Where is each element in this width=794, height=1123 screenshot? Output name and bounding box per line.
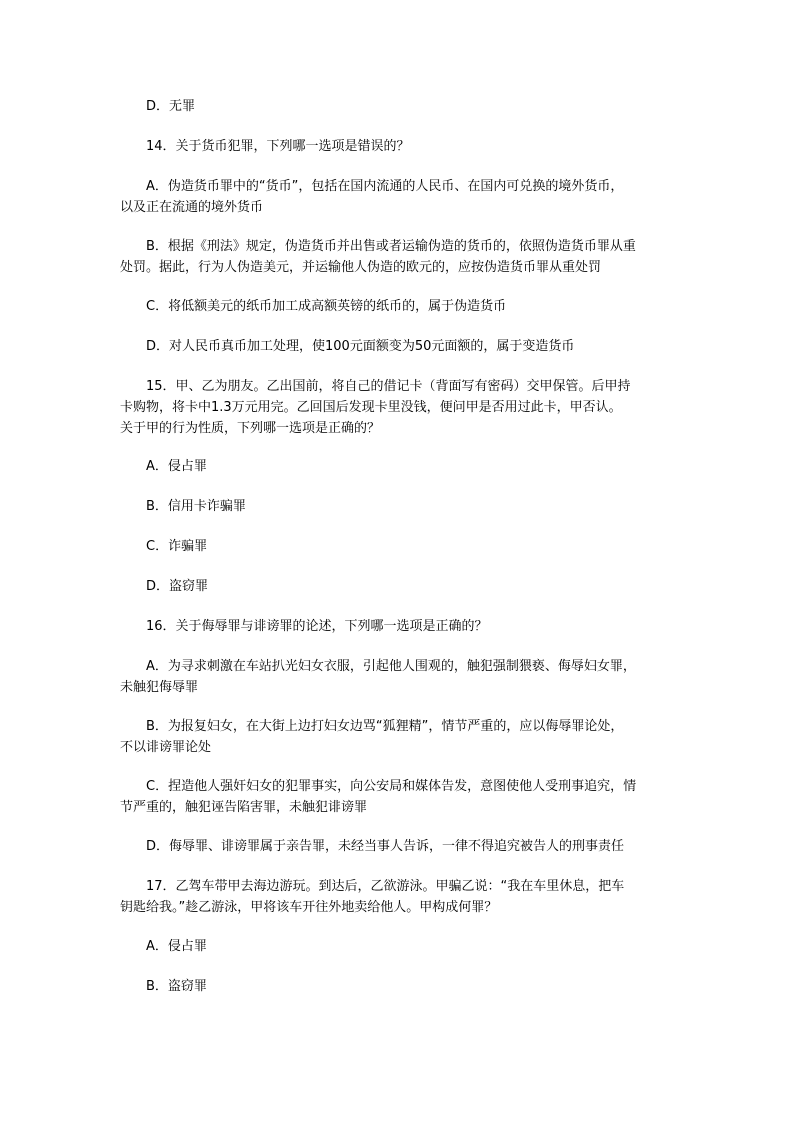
text-line: D．对人民币真币加工处理，使100元面额变为50元面额的，属于变造货币 [146, 339, 575, 354]
text-line: 节严重的，触犯诬告陷害罪，未触犯诽谤罪 [120, 800, 368, 815]
text-line: A．为寻求刺激在车站扒光妇女衣服，引起他人围观的，触犯强制猥亵、侮辱妇女罪， [146, 659, 636, 674]
text-line: 关于甲的行为性质，下列哪一选项是正确的？ [120, 421, 381, 436]
text-line: 17．乙驾车带甲去海边游玩。到达后，乙欲游泳。甲骗乙说：“我在车里休息，把车 [146, 879, 625, 894]
question-14-option-b [120, 236, 675, 278]
text-line: C．将低额美元的纸币加工成高额英镑的纸币的，属于伪造货币 [146, 299, 507, 314]
question-16-option-c [120, 776, 675, 818]
text-line: B．盗窃罪 [146, 979, 207, 994]
text-line: 钥匙给我。”趁乙游泳，甲将该车开往外地卖给他人。甲构成何罪？ [120, 900, 498, 915]
text-line: 卡购物，将卡中1.3万元用完。乙回国后发现卡里没钱，便问甲是否用过此卡，甲否认。 [120, 400, 622, 415]
text-line: 15．甲、乙为朋友。乙出国前，将自己的借记卡（背面写有密码）交甲保管。后甲持 [146, 379, 631, 394]
question-17-option-b [120, 976, 675, 997]
text-line: 14．关于货币犯罪，下列哪一选项是错误的？ [146, 139, 410, 154]
text-line: D．盗窃罪 [146, 579, 209, 594]
text-line: 不以诽谤罪论处 [120, 740, 212, 755]
text-line: A．侵占罪 [146, 939, 207, 954]
text-line: D．侮辱罪、诽谤罪属于亲告罪，未经当事人告诉，一律不得追究被告人的刑事责任 [146, 839, 625, 854]
text-line: 处罚。据此，行为人伪造美元，并运输他人伪造的欧元的，应按伪造货币罪从重处罚 [120, 260, 602, 275]
question-16-option-d [120, 836, 675, 857]
question-16-option-a [120, 656, 675, 698]
question-15-option-a [120, 456, 675, 477]
question-15-option-d [120, 576, 675, 597]
text-line: 未触犯侮辱罪 [120, 680, 199, 695]
text-line: 以及正在流通的境外货币 [120, 200, 264, 215]
text-line: B．为报复妇女，在大街上边打妇女边骂“狐狸精”，情节严重的，应以侮辱罪论处， [146, 719, 624, 734]
question-14-option-a [120, 176, 675, 218]
question-17-option-a [120, 936, 675, 957]
text-line: C．诈骗罪 [146, 539, 208, 554]
question-14 [120, 136, 675, 157]
question-17 [120, 876, 675, 918]
question-15-option-c [120, 536, 675, 557]
text-line: D．无罪 [146, 99, 196, 114]
question-16-option-b [120, 716, 675, 758]
option-d-no-crime [120, 96, 675, 117]
question-14-option-d [120, 336, 675, 357]
text-line: C．捏造他人强奸妇女的犯罪事实，向公安局和媒体告发，意图使他人受刑事追究，情 [146, 779, 637, 794]
question-15 [120, 376, 675, 439]
text-line: 16．关于侮辱罪与诽谤罪的论述，下列哪一选项是正确的？ [146, 619, 488, 634]
text-line: A．侵占罪 [146, 459, 207, 474]
text-line: A．伪造货币罪中的“货币”，包括在国内流通的人民币、在国内可兑换的境外货币， [146, 179, 624, 194]
text-line: B．根据《刑法》规定，伪造货币并出售或者运输伪造的货币的，依照伪造货币罪从重 [146, 239, 636, 254]
question-15-option-b [120, 496, 675, 517]
text-line: B．信用卡诈骗罪 [146, 499, 246, 514]
question-16 [120, 616, 675, 637]
question-14-option-c [120, 296, 675, 317]
